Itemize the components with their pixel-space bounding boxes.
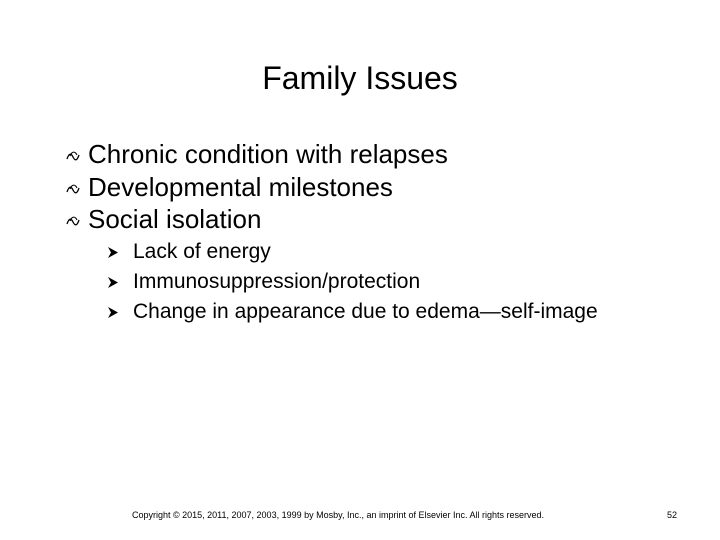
arrow-bullet-icon: [107, 306, 119, 319]
bullet-label: Developmental milestones: [88, 171, 393, 202]
copyright-notice: Copyright © 2015, 2011, 2007, 2003, 1999 by Mosby, Inc., an imprint of Elsevier Inc. All rights reserved.: [132, 510, 545, 520]
arrow-bullet-icon: [107, 276, 119, 289]
bullet-item: [66, 171, 448, 204]
arrow-bullet-icon: [107, 246, 119, 259]
sub-bullet-label: Immunosuppression/protection: [133, 270, 421, 293]
page-number: 52: [666, 510, 677, 520]
wave-bullet-icon: [66, 215, 82, 227]
sub-bullet-label: Change in appearance due to edema—self-image: [133, 300, 598, 323]
sub-bullet-label: Lack of energy: [133, 240, 271, 263]
sub-bullet-item: [107, 297, 598, 327]
sub-bullet-item: [107, 267, 598, 297]
slide-title: Family Issues: [262, 60, 458, 96]
bullet-item: [66, 203, 448, 236]
bullet-list: [66, 138, 448, 236]
bullet-item: [66, 138, 448, 171]
sub-bullet-item: [107, 237, 598, 267]
bullet-label: Social isolation: [88, 204, 262, 234]
wave-bullet-icon: [66, 150, 82, 162]
sub-bullet-list: [107, 237, 598, 327]
wave-bullet-icon: [66, 183, 82, 195]
bullet-label: Chronic condition with relapses: [88, 139, 448, 169]
